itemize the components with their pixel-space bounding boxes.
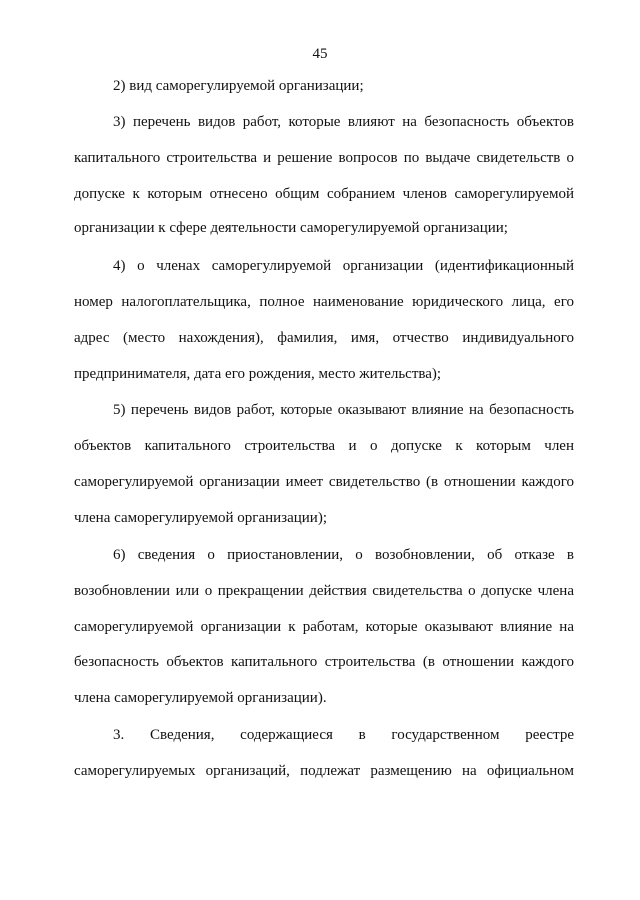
text-line: 5) перечень видов работ, которые оказывают влияние на безопасность <box>113 402 574 418</box>
text-line: члена саморегулируемой организации); <box>74 510 328 526</box>
text-line: саморегулируемых организаций, подлежат размещению на официальном <box>74 763 574 779</box>
text-line: безопасность объектов капитального строительства (в отношении каждого <box>74 654 574 670</box>
text-line: 3) перечень видов работ, которые влияют на безопасность объектов <box>113 114 574 130</box>
text-line: 4) о членах саморегулируемой организации (идентификационный <box>113 258 574 274</box>
text-line: допуске к которым отнесено общим собранием членов саморегулируемой <box>74 186 574 202</box>
text-line: капитального строительства и решение вопросов по выдаче свидетельств о <box>74 150 574 166</box>
text-line: организации к сфере деятельности саморегулируемой организации; <box>74 220 508 236</box>
page-number: 45 <box>312 46 328 62</box>
text-line: саморегулируемой организации к работам, которые оказывают влияние на <box>74 619 574 635</box>
text-line: саморегулируемой организации имеет свидетельство (в отношении каждого <box>74 474 574 490</box>
text-line: предпринимателя, дата его рождения, место жительства); <box>74 366 442 382</box>
text-line: объектов капитального строительства и о допуске к которым член <box>74 438 574 454</box>
text-line: члена саморегулируемой организации). <box>74 690 327 706</box>
text-line: 3. Сведения, содержащиеся в государственном реестре <box>113 727 574 743</box>
text-line: 6) сведения о приостановлении, о возобновлении, об отказе в <box>113 547 574 563</box>
text-line: адрес (место нахождения), фамилия, имя, отчество индивидуального <box>74 330 574 346</box>
text-line: номер налогоплательщика, полное наименование юридического лица, его <box>74 294 574 310</box>
text-line: возобновлении или о прекращении действия свидетельства о допуске члена <box>74 583 574 599</box>
text-line: 2) вид саморегулируемой организации; <box>113 78 364 94</box>
